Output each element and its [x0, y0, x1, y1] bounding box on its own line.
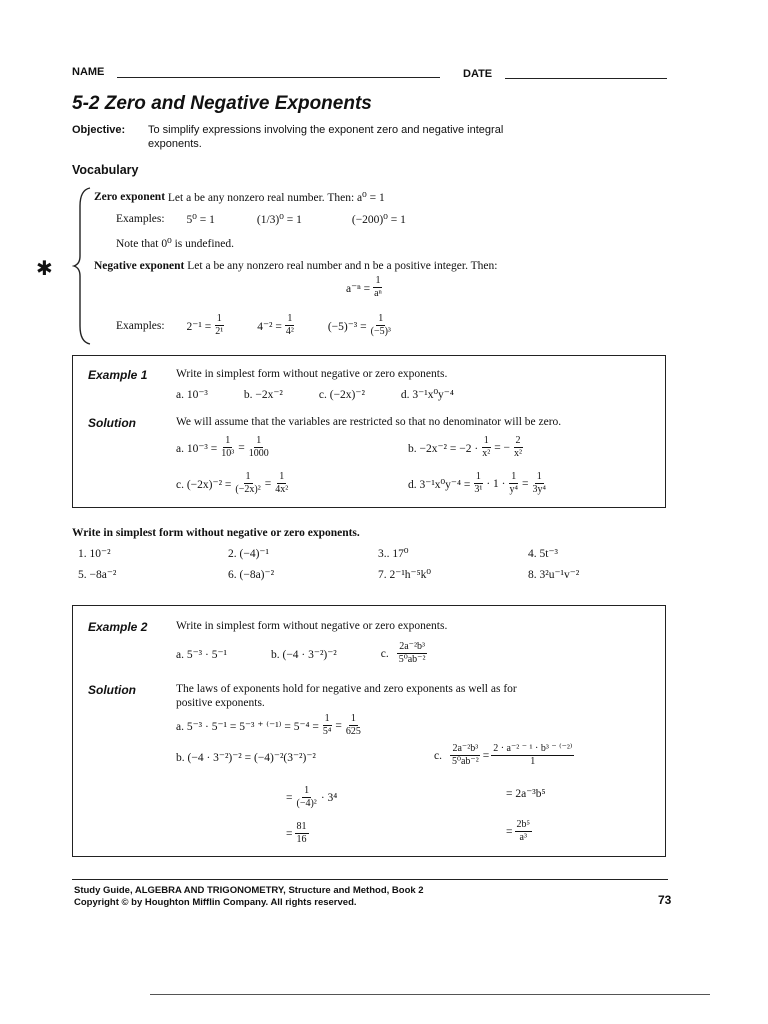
sol2-a-text: a. 5⁻³ · 5⁻¹ = 5⁻³ ⁺ ⁽⁻¹⁾ = 5⁻⁴ =: [176, 720, 319, 733]
negative-exponent-definition: Let a be any nonzero real number and n be a positive integer. Then:: [187, 260, 498, 272]
example-1-label: Example 1: [88, 368, 148, 382]
example-2-part-a: a. 5⁻³ · 5⁻¹: [176, 648, 227, 661]
negative-exponent-term: Negative exponent: [94, 260, 185, 272]
negative-examples-label: Examples:: [116, 319, 165, 332]
sol2-c3-eq: =: [506, 825, 513, 838]
example-1-part-b: b. −2x⁻²: [243, 389, 283, 401]
sol1-b-frac1: $\frac{1}{\text{x²}}$: [482, 435, 491, 459]
zero-example-2: (1/3)⁰ = 1: [256, 214, 302, 226]
sol2-c-eq: =: [482, 749, 490, 762]
example-2-part-c-label: c.: [380, 647, 389, 660]
example-2-label: Example 2: [88, 620, 148, 634]
page-number: 73: [658, 893, 672, 907]
vocabulary-brace: [72, 186, 92, 346]
objective-line2: exponents.: [148, 138, 202, 150]
name-label: NAME: [72, 66, 105, 78]
example-2-instruction: Write in simplest form without negative or zero exponents.: [176, 620, 448, 632]
sol1-a-frac2: $\frac{1}{1000}$: [248, 435, 269, 459]
sol2-a-eq: =: [335, 719, 342, 732]
zero-examples-label: Examples:: [116, 213, 165, 225]
example-1-part-a: a. 10⁻³: [176, 389, 208, 401]
sol1-a-eq: =: [238, 441, 245, 454]
scan-edge: [150, 994, 710, 995]
sol1-b-eq: = −: [494, 441, 511, 454]
example-2-part-b: b. (−4 · 3⁻²)⁻²: [270, 648, 337, 661]
footer-line2: Copyright © by Houghton Mifflin Company. All rights reserved.: [74, 897, 357, 908]
sol1-d-eq: =: [522, 477, 529, 490]
exercise-4: 4. 5t⁻³: [528, 548, 558, 560]
sol1-c-frac2: $\frac{1}{\text{4x²}}$: [275, 471, 289, 495]
sol2-b3-fraction: $\frac{81}{16}$: [296, 821, 307, 845]
sol1-c-lhs: c. (−2x)⁻² =: [176, 478, 232, 491]
sol2-b3-eq: =: [286, 827, 293, 840]
exercise-2: 2. (−4)⁻¹: [228, 548, 269, 560]
neg-example-3-fraction: $\frac{1}{\text{(−5)³}}$: [370, 313, 391, 337]
sol1-d-mid: · 1 ·: [486, 477, 506, 490]
date-line: [505, 78, 667, 79]
sol2-c-frac2: $\frac{\text{2 · a⁻² ⁻ ¹ · b³ ⁻ ⁽⁻²⁾}}{1}$: [493, 743, 573, 767]
sol1-c-eq: =: [264, 477, 272, 490]
zero-exponent-definition: Let a be any nonzero real number. Then: a⁰ = 1: [167, 192, 385, 204]
sol1-a-lhs: a. 10⁻³ =: [176, 442, 218, 455]
footer-line1: Study Guide, ALGEBRA AND TRIGONOMETRY, Structure and Method, Book 2: [74, 885, 424, 896]
exercise-3: 3.. 17⁰: [378, 548, 409, 560]
negative-formula-lhs: a⁻ⁿ =: [346, 282, 371, 295]
sol1-b-frac2: $\frac{2}{\text{x²}}$: [514, 435, 523, 459]
sol1-d-frac1: $\frac{1}{\text{3¹}}$: [474, 471, 483, 495]
exercise-8: 8. 3²u⁻¹v⁻²: [528, 569, 580, 581]
sol1-d-frac2: $\frac{1}{\text{y⁴}}$: [509, 471, 518, 495]
neg-example-2-fraction: $\frac{1}{\text{4²}}$: [285, 313, 294, 337]
sol1-d-lhs: d. 3⁻¹x⁰y⁻⁴ =: [408, 478, 471, 491]
neg-example-2-lhs: 4⁻² =: [257, 320, 282, 333]
sol2-b2-tail: · 3⁴: [320, 791, 338, 804]
sol1-b-lhs: b. −2x⁻² = −2 ·: [408, 442, 479, 455]
footer-rule: [72, 879, 668, 880]
page-title: 5-2 Zero and Negative Exponents: [72, 93, 372, 114]
sol1-c-frac1: $\frac{1}{\text{(−2x)²}}$: [235, 471, 261, 495]
example-1-instruction: Write in simplest form without negative or zero exponents.: [176, 368, 448, 380]
negative-formula-fraction: $\frac{1}{\text{aⁿ}}$: [374, 275, 382, 299]
sol2-b2-eq: =: [286, 791, 293, 804]
exercise-1: 1. 10⁻²: [78, 548, 111, 560]
objective-label: Objective:: [72, 124, 126, 136]
zero-example-1: 5⁰ = 1: [186, 214, 215, 226]
exercises-heading: Write in simplest form without negative or zero exponents.: [72, 527, 360, 539]
sol2-c-label: c.: [434, 749, 442, 762]
sol2-b-line1: b. (−4 · 3⁻²)⁻² = (−4)⁻²(3⁻²)⁻²: [176, 752, 316, 764]
example-1-part-d: d. 3⁻¹x⁰y⁻⁴: [400, 389, 454, 401]
example-2-solution-label: Solution: [88, 683, 136, 697]
example-2-solution-line1: The laws of exponents hold for negative and zero exponents as well as for: [176, 683, 517, 695]
example-2-part-c-fraction: $\frac{\text{2a⁻²b³}}{\text{5⁰ab⁻²}}$: [398, 641, 426, 665]
example-1-solution-text: We will assume that the variables are restricted so that no denominator will be zero.: [176, 416, 562, 428]
objective-line1: To simplify expressions involving the exponent zero and negative integral: [148, 124, 504, 136]
sol1-d-frac3: $\frac{1}{\text{3y⁴}}$: [532, 471, 546, 495]
neg-example-1-lhs: 2⁻¹ =: [186, 320, 212, 333]
neg-example-3-lhs: (−5)⁻³ =: [327, 320, 367, 333]
sol2-a-frac2: $\frac{1}{625}$: [345, 713, 361, 737]
sol2-a-frac1: $\frac{1}{\text{5⁴}}$: [322, 713, 332, 737]
zero-note: Note that 0⁰ is undefined.: [116, 238, 234, 250]
sol2-b2-fraction: $\frac{1}{\text{(−4)²}}$: [296, 785, 317, 809]
sol2-c-frac1: $\frac{\text{2a⁻²b³}}{\text{5⁰ab⁻²}}$: [451, 743, 479, 767]
example-1-solution-label: Solution: [88, 416, 136, 430]
neg-example-1-fraction: $\frac{1}{\text{2¹}}$: [215, 313, 224, 337]
vocabulary-heading: Vocabulary: [72, 163, 139, 177]
name-line: [117, 77, 440, 78]
example-1-part-c: c. (−2x)⁻²: [318, 389, 365, 401]
example-2-solution-line2: positive exponents.: [176, 697, 265, 709]
sol2-c-line2: = 2a⁻³b⁵: [506, 788, 546, 800]
exercise-5: 5. −8a⁻²: [78, 569, 117, 581]
exercise-7: 7. 2⁻¹h⁻⁵k⁰: [378, 569, 431, 581]
zero-example-3: (−200)⁰ = 1: [351, 214, 406, 226]
star-icon: ✱: [36, 258, 53, 280]
zero-exponent-term: Zero exponent: [94, 191, 166, 203]
sol1-a-frac1: $\frac{1}{\text{10³}}$: [221, 435, 235, 459]
exercise-6: 6. (−8a)⁻²: [228, 569, 275, 581]
date-label: DATE: [463, 68, 493, 80]
sol2-c3-fraction: $\frac{\text{2b⁵}}{\text{a³}}$: [516, 819, 530, 843]
